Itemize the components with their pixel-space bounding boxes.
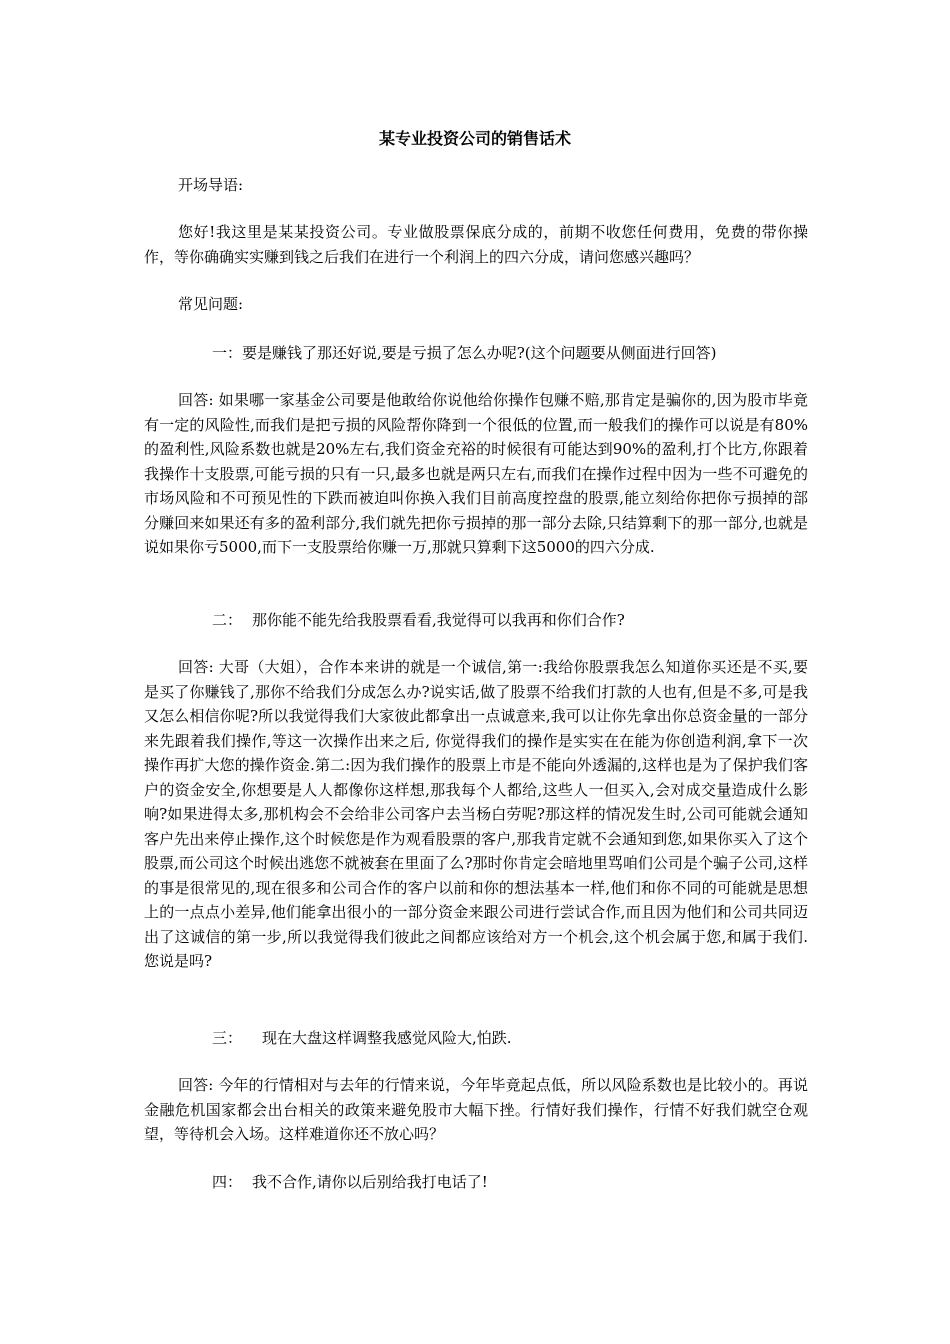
question-3 bbox=[144, 1026, 808, 1051]
question-text: 要是赚钱了那还好说,要是亏损了怎么办呢?(这个问题要从侧面进行回答) bbox=[242, 344, 717, 362]
question-text: 那你能不能先给我股票看看,我觉得可以我再和你们合作? bbox=[252, 611, 625, 629]
opening-heading: 开场导语: bbox=[178, 176, 244, 194]
question-text: 我不合作,请你以后别给我打电话了! bbox=[252, 1173, 488, 1191]
question-1 bbox=[144, 341, 808, 366]
question-number: 三： bbox=[212, 1029, 243, 1047]
question-4 bbox=[144, 1170, 808, 1195]
question-2 bbox=[144, 608, 808, 633]
answer-2: 回答: 大哥（大姐），合作本来讲的就是一个诚信,第一:我给你股票我怎么知道你买还是不买,要是买了你赚钱了,那你不给我们分成怎么办?说实话,做了股票不给我们打款的人也有,但是不多,可是我又怎么相信你呢?所以我觉得我们大家彼此都拿出一点诚意来,我可以让你先拿出你总资金量的一部分来先跟着我们操作,等这一次操作出来之后, 你觉得我们的操作是实实在在能为你创造利润,拿下一次操作再扩大您的操作资金.第二:因为我们操作的股票上市是不能向外透漏的,这样也是为了保护我们客户的资金安全,你想要是人人都像你这样想,那我每个人都给,这些人一但买入,会对成交量造成什么影响?如果进得太多,那机构会不会给非公司客户去当杨白劳呢?那这样的情况发生时,公司可能就会通知客户先出来停止操作,这个时候您是作为观看股票的客户,那我肯定就不会通知到您,如果你买入了这个股票,而公司这个时候出逃您不就被套在里面了么?那时你肯定会暗地里骂咱们公司是个骗子公司,这样的事是很常见的,现在很多和公司合作的客户以前和你的想法基本一样,他们和你不同的可能就是思想上的一点点小差异,他们能拿出很小的一部分资金来跟公司进行尝试合作,而且因为他们和公司共同迈出了这诚信的第一步,所以我觉得我们彼此之间都应该给对方一个机会,这个机会属于您,和属于我们.您说是吗? bbox=[144, 658, 808, 970]
answer-1: 回答: 如果哪一家基金公司要是他敢给你说他给你操作包赚不赔,那肯定是骗你的,因为股市毕竟有一定的风险性,而我们是把亏损的风险帮你降到一个很低的位置,而一般我们的操作可以说是有80%的盈利性,风险系数也就是20%左右,我们资金充裕的时候很有可能达到90%的盈利,打个比方,你跟着我操作十支股票,可能亏损的只有一只,最多也就是两只左右,而我们在操作过程中因为一些不可避免的市场风险和不可预见性的下跌而被迫叫你换入我们目前高度控盘的股票,能立刻给你把你亏损掉的部分赚回来如果还有多的盈利部分,我们就先把你亏损掉的那一部分去除,只结算剩下的那一部分,也就是说如果你亏5000,而下一支股票给你赚一万,那就只算剩下这5000的四六分成. bbox=[144, 391, 808, 556]
question-number: 二： bbox=[212, 611, 243, 629]
faq-heading: 常见问题: bbox=[178, 295, 244, 313]
answer-3: 回答: 今年的行情相对与去年的行情来说，今年毕竟起点低，所以风险系数也是比较小的。再说金融危机国家都会出台相关的政策来避免股市大幅下挫。行情好我们操作，行情不好我们就空仓观望，等待机会入场。这样难道你还不放心吗？ bbox=[144, 1076, 808, 1143]
question-number: 四： bbox=[212, 1173, 243, 1191]
page-title: 某专业投资公司的销售话术 bbox=[378, 129, 571, 148]
question-number: 一： bbox=[212, 344, 243, 362]
opening-paragraph: 您好!我这里是某某投资公司。专业做股票保底分成的，前期不收您任何费用，免费的带你操作，等你确确实实赚到钱之后我们在进行一个利润上的四六分成，请问您感兴趣吗？ bbox=[144, 223, 808, 266]
question-text: 现在大盘这样调整我感觉风险大,怕跌. bbox=[262, 1029, 512, 1047]
